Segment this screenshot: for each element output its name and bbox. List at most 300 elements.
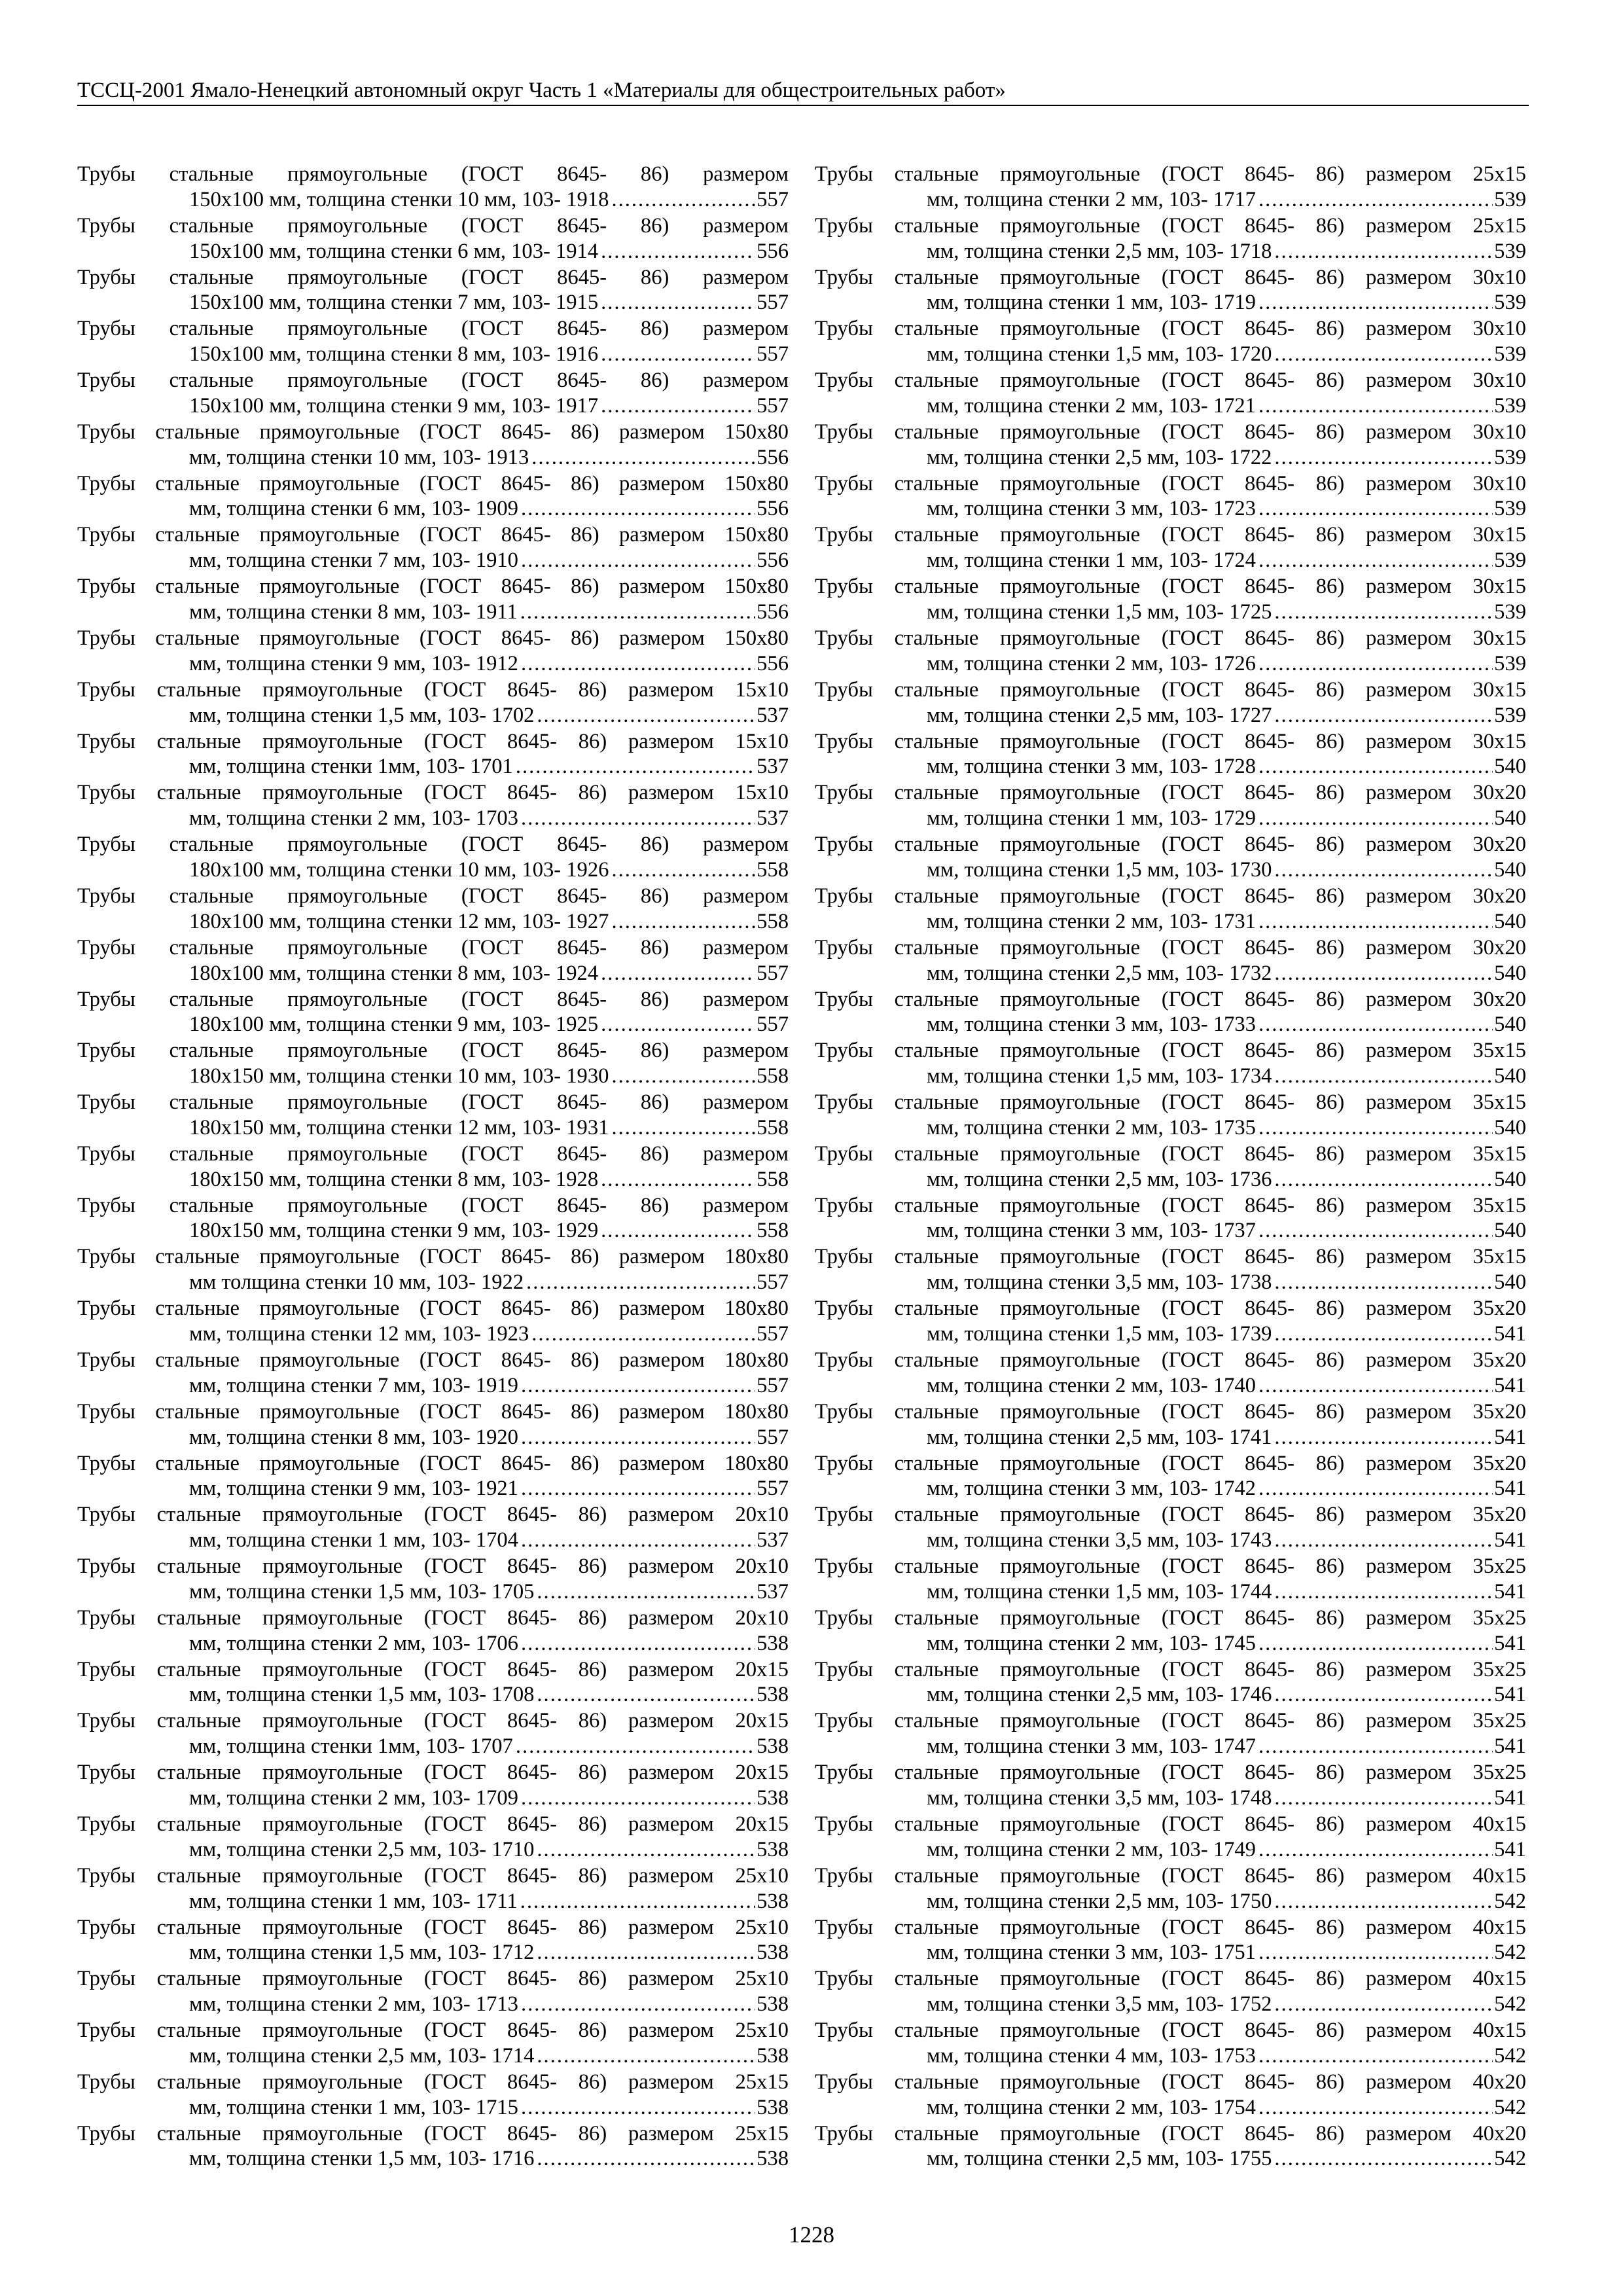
index-entry: [815, 1090, 1526, 1141]
index-entry: [815, 1554, 1526, 1605]
word: 8645-: [507, 1915, 558, 1939]
entry-detail-text: мм, толщина стенки 2,5 мм, 103- 1718: [927, 239, 1272, 263]
entry-detail-line: [815, 1734, 1526, 1759]
word: 86): [1315, 1399, 1345, 1424]
entry-title-line: [815, 1399, 1526, 1425]
index-entry: [77, 1966, 789, 2017]
word: 8645-: [557, 317, 607, 341]
word: 86): [578, 2018, 607, 2043]
word: (ГОСТ: [419, 1451, 482, 1475]
word: 8645-: [1245, 626, 1295, 651]
word: (ГОСТ: [1161, 833, 1224, 857]
word: (ГОСТ: [1161, 1967, 1224, 1991]
word: Трубы: [815, 781, 873, 805]
word: стальные: [156, 677, 241, 702]
word: 8645-: [501, 471, 551, 495]
entry-page-ref: 538: [757, 1992, 789, 2017]
entry-page-ref: 538: [757, 2095, 789, 2119]
word: 86): [640, 213, 669, 238]
word: 15х10: [735, 781, 789, 805]
entry-detail-line: [815, 1837, 1526, 1863]
word: прямоугольные: [287, 1039, 428, 1063]
word: прямоугольные: [1000, 935, 1141, 960]
word: 86): [1315, 1141, 1345, 1166]
entry-detail-line: [77, 2146, 789, 2172]
entry-title-line: [77, 1141, 789, 1167]
index-entry: [815, 2018, 1526, 2069]
word: размером: [1365, 935, 1452, 960]
entry-title-line: [815, 1760, 1526, 1785]
word: размером: [1365, 1709, 1452, 1733]
entry-detail-line: [815, 1321, 1526, 1347]
word: (ГОСТ: [461, 987, 524, 1011]
word: 25х10: [735, 1863, 789, 1888]
word: Трубы: [77, 575, 135, 599]
word: прямоугольные: [1000, 729, 1141, 753]
word: Трубы: [77, 1503, 135, 1527]
dot-leader: [1256, 1012, 1493, 1037]
dot-leader: [513, 754, 755, 780]
word: 86): [1315, 575, 1345, 599]
word: 8645-: [507, 2018, 558, 2043]
word: 86): [1315, 833, 1345, 857]
word: 8645-: [557, 884, 607, 908]
word: 86): [640, 1039, 669, 1063]
word: 8645-: [507, 1709, 558, 1733]
word: 86): [1315, 523, 1345, 547]
word: стальные: [894, 523, 979, 547]
word: Трубы: [77, 1451, 135, 1475]
entry-page-ref: 557: [757, 1270, 789, 1295]
word: прямоугольные: [1000, 162, 1141, 186]
entry-page-ref: 542: [1494, 1992, 1526, 2017]
word: 30х20: [1472, 935, 1526, 960]
word: Трубы: [815, 987, 873, 1011]
entry-detail-text: мм, толщина стенки 9 мм, 103- 1921: [189, 1477, 518, 1501]
dot-leader: [1256, 1940, 1493, 1965]
word: стальные: [894, 1039, 979, 1063]
word: Трубы: [77, 265, 135, 289]
entry-title-line: [77, 729, 789, 755]
word: размером: [703, 213, 789, 238]
word: 30х20: [1472, 781, 1526, 805]
entry-detail-line: [77, 187, 789, 213]
entry-detail-text: мм, толщина стенки 3 мм, 103- 1737: [927, 1219, 1256, 1243]
word: прямоугольные: [259, 1297, 400, 1321]
word: 8645-: [1245, 2121, 1295, 2145]
word: размером: [618, 575, 705, 599]
dot-leader: [1272, 600, 1493, 625]
dot-leader: [518, 496, 755, 522]
word: 8645-: [1245, 729, 1295, 753]
word: 20х15: [735, 1657, 789, 1681]
word: Трубы: [77, 1812, 135, 1836]
index-entry: [815, 574, 1526, 625]
word: прямоугольные: [262, 677, 403, 702]
entry-detail-text: мм толщина стенки 10 мм, 103- 1922: [189, 1270, 524, 1295]
word: 30х20: [1472, 987, 1526, 1011]
word: Трубы: [815, 1245, 873, 1269]
entry-page-ref: 557: [757, 1013, 789, 1037]
entry-title-line: [815, 1657, 1526, 1683]
entry-detail-text: мм, толщина стенки 1 мм, 103- 1724: [927, 548, 1256, 573]
word: Трубы: [815, 2018, 873, 2043]
word: 8645-: [1245, 1503, 1295, 1527]
word: Трубы: [77, 368, 135, 393]
word: (ГОСТ: [461, 368, 524, 393]
word: 8645-: [1245, 1245, 1295, 1269]
word: (ГОСТ: [1161, 1039, 1224, 1063]
index-entry: [77, 574, 789, 625]
word: (ГОСТ: [1161, 2070, 1224, 2094]
word: 86): [640, 265, 669, 289]
entry-title-line: [815, 1812, 1526, 1837]
word: 86): [578, 677, 607, 702]
entry-detail-text: мм, толщина стенки 1,5 мм, 103- 1739: [927, 1321, 1272, 1346]
entry-page-ref: 541: [1494, 1837, 1526, 1861]
word: (ГОСТ: [1161, 265, 1224, 289]
word: Трубы: [815, 2121, 873, 2145]
word: размером: [1365, 1141, 1452, 1166]
index-entry: [815, 1760, 1526, 1811]
word: 8645-: [557, 368, 607, 393]
index-entry: [77, 1090, 789, 1141]
word: 8645-: [501, 1245, 551, 1269]
entry-detail-line: [77, 2095, 789, 2121]
word: (ГОСТ: [423, 1967, 486, 1991]
entry-detail-line: [77, 1218, 789, 1244]
entry-title-line: [77, 2121, 789, 2147]
entry-detail-line: [815, 1425, 1526, 1450]
word: Трубы: [77, 1605, 135, 1630]
entry-title-line: [815, 626, 1526, 651]
word: 30х15: [1472, 729, 1526, 753]
entry-title-line: [815, 1451, 1526, 1477]
word: (ГОСТ: [419, 471, 482, 495]
entry-detail-text: мм, толщина стенки 3 мм, 103- 1728: [927, 755, 1256, 779]
entry-title-line: [815, 1296, 1526, 1321]
word: размером: [628, 1915, 714, 1939]
entry-title-line: [815, 162, 1526, 187]
word: Трубы: [815, 420, 873, 444]
word: стальные: [169, 1039, 254, 1063]
entry-detail-text: мм, толщина стенки 2 мм, 103- 1735: [927, 1115, 1256, 1139]
entry-page-ref: 540: [1494, 1270, 1526, 1295]
word: 8645-: [1245, 1297, 1295, 1321]
word: стальные: [155, 420, 240, 444]
entry-detail-text: мм, толщина стенки 1,5 мм, 103- 1744: [927, 1579, 1272, 1604]
word: (ГОСТ: [461, 162, 524, 186]
entry-detail-text: мм, толщина стенки 2,5 мм, 103- 1746: [927, 1683, 1272, 1707]
word: 86): [578, 1503, 607, 1527]
entry-page-ref: 539: [1494, 393, 1526, 418]
word: размером: [628, 2121, 714, 2145]
word: 8645-: [557, 1090, 607, 1115]
word: (ГОСТ: [1161, 213, 1224, 238]
dot-leader: [1272, 1682, 1493, 1708]
word: 86): [571, 1451, 599, 1475]
index-entry: [815, 2121, 1526, 2172]
word: (ГОСТ: [1161, 368, 1224, 393]
word: 86): [640, 1193, 669, 1217]
entry-detail-text: мм, толщина стенки 9 мм, 103- 1912: [189, 651, 518, 675]
entry-page-ref: 557: [757, 1373, 789, 1397]
word: 86): [1315, 1605, 1345, 1630]
word: 8645-: [1245, 1554, 1295, 1579]
word: прямоугольные: [259, 1399, 400, 1424]
word: стальные: [169, 935, 254, 960]
word: 86): [578, 2121, 607, 2145]
entry-detail-line: [77, 2043, 789, 2069]
entry-title-line: [815, 1915, 1526, 1941]
word: (ГОСТ: [1161, 1399, 1224, 1424]
word: прямоугольные: [1000, 1193, 1141, 1217]
word: 86): [1315, 781, 1345, 805]
word: (ГОСТ: [423, 729, 486, 753]
word: стальные: [894, 1399, 979, 1424]
word: 30х10: [1472, 471, 1526, 495]
word: 35х25: [1472, 1605, 1526, 1630]
word: Трубы: [77, 213, 135, 238]
word: стальные: [894, 317, 979, 341]
entry-page-ref: 539: [1494, 651, 1526, 675]
entry-detail-text: мм, толщина стенки 1,5 мм, 103- 1702: [189, 703, 535, 727]
word: Трубы: [77, 1039, 135, 1063]
word: 8645-: [507, 1605, 558, 1630]
word: 8645-: [1245, 1090, 1295, 1115]
word: (ГОСТ: [1161, 729, 1224, 753]
entry-page-ref: 541: [1494, 1373, 1526, 1397]
index-entry: [815, 1502, 1526, 1553]
word: Трубы: [77, 935, 135, 960]
word: прямоугольные: [1000, 833, 1141, 857]
dot-leader: [534, 703, 755, 728]
entry-page-ref: 558: [757, 1115, 789, 1139]
word: 8645-: [1245, 162, 1295, 186]
word: 35х25: [1472, 1709, 1526, 1733]
word: (ГОСТ: [1161, 677, 1224, 702]
word: размером: [628, 781, 714, 805]
word: 30х15: [1472, 677, 1526, 702]
word: 8645-: [1245, 1812, 1295, 1836]
entry-page-ref: 557: [757, 1477, 789, 1501]
entry-detail-text: 150х100 мм, толщина стенки 7 мм, 103- 1915: [189, 291, 599, 315]
word: (ГОСТ: [1161, 162, 1224, 186]
word: размером: [618, 523, 705, 547]
word: размером: [703, 317, 789, 341]
word: 86): [1315, 420, 1345, 444]
entry-title-line: [815, 522, 1526, 548]
index-entry: [815, 1657, 1526, 1708]
index-entry: [77, 1605, 789, 1657]
word: 86): [578, 781, 607, 805]
word: (ГОСТ: [423, 781, 486, 805]
entry-detail-line: [77, 1270, 789, 1295]
entry-title-line: [77, 1760, 789, 1785]
word: 8645-: [1245, 1605, 1295, 1630]
entry-detail-line: [815, 290, 1526, 315]
word: 8645-: [1245, 420, 1295, 444]
entry-title-line: [815, 1193, 1526, 1219]
word: размером: [1365, 368, 1452, 393]
entry-detail-line: [815, 961, 1526, 986]
index-entry: [77, 1502, 789, 1553]
word: размером: [628, 1605, 714, 1630]
word: (ГОСТ: [1161, 1141, 1224, 1166]
word: 8645-: [1245, 2018, 1295, 2043]
dot-leader: [1272, 1889, 1493, 1914]
word: 86): [1315, 2121, 1345, 2145]
entry-detail-text: мм, толщина стенки 3,5 мм, 103- 1748: [927, 1786, 1272, 1810]
word: размером: [628, 1657, 714, 1681]
entry-title-line: [815, 1141, 1526, 1167]
word: размером: [1365, 1605, 1452, 1630]
word: прямоугольные: [1000, 2070, 1141, 2094]
entry-page-ref: 557: [757, 187, 789, 211]
word: 8645-: [1245, 471, 1295, 495]
word: 86): [578, 729, 607, 753]
entry-detail-text: мм, толщина стенки 3,5 мм, 103- 1752: [927, 1992, 1272, 2017]
word: (ГОСТ: [461, 1090, 524, 1115]
word: размером: [628, 2018, 714, 2043]
word: 86): [1315, 213, 1345, 238]
entry-page-ref: 540: [1494, 806, 1526, 831]
dot-leader: [1256, 1373, 1493, 1399]
entry-detail-text: мм, толщина стенки 8 мм, 103- 1911: [189, 600, 518, 624]
word: 86): [1315, 1967, 1345, 1991]
word: прямоугольные: [1000, 368, 1141, 393]
word: Трубы: [815, 2070, 873, 2094]
entry-detail-line: [77, 1682, 789, 1708]
entry-title-line: [77, 316, 789, 342]
entry-title-line: [815, 471, 1526, 497]
entry-detail-text: мм, толщина стенки 6 мм, 103- 1909: [189, 497, 518, 521]
word: прямоугольные: [259, 1245, 400, 1269]
word: стальные: [156, 781, 241, 805]
word: стальные: [155, 1297, 240, 1321]
dot-leader: [518, 600, 755, 625]
word: прямоугольные: [262, 2121, 403, 2145]
word: прямоугольные: [1000, 987, 1141, 1011]
word: 86): [1315, 1709, 1345, 1733]
word: 30х10: [1472, 265, 1526, 289]
word: размером: [1365, 1348, 1452, 1372]
word: размером: [1365, 317, 1452, 341]
word: стальные: [155, 471, 240, 495]
dot-leader: [598, 1012, 755, 1037]
word: размером: [1365, 1554, 1452, 1579]
entry-title-line: [815, 265, 1526, 291]
word: стальные: [894, 2121, 979, 2145]
entry-page-ref: 539: [1494, 342, 1526, 367]
word: (ГОСТ: [461, 265, 524, 289]
word: стальные: [894, 1761, 979, 1785]
word: прямоугольные: [259, 1348, 400, 1372]
entry-title-line: [77, 780, 789, 806]
word: Трубы: [815, 1709, 873, 1733]
word: Трубы: [815, 213, 873, 238]
word: 30х20: [1472, 833, 1526, 857]
word: 86): [1315, 2070, 1345, 2094]
entry-page-ref: 541: [1494, 1734, 1526, 1759]
word: 86): [640, 1090, 669, 1115]
word: 8645-: [1245, 1915, 1295, 1939]
word: стальные: [156, 1657, 241, 1681]
entry-page-ref: 538: [757, 1631, 789, 1655]
entry-detail-line: [815, 703, 1526, 728]
entry-title-line: [815, 1863, 1526, 1889]
word: 25х15: [735, 2121, 789, 2145]
word: (ГОСТ: [1161, 1297, 1224, 1321]
dot-leader: [1272, 445, 1493, 471]
word: размером: [703, 1090, 789, 1115]
word: 8645-: [507, 2070, 558, 2094]
entry-detail-line: [77, 342, 789, 367]
word: стальные: [156, 1554, 241, 1579]
entry-title-line: [77, 1915, 789, 1941]
word: размером: [703, 935, 789, 960]
index-entry: [815, 368, 1526, 419]
dot-leader: [518, 1631, 755, 1657]
word: 20х10: [735, 1605, 789, 1630]
word: размером: [618, 1297, 705, 1321]
entry-detail-line: [77, 1889, 789, 1914]
entry-page-ref: 538: [757, 1786, 789, 1810]
word: 40х15: [1472, 1915, 1526, 1939]
word: 86): [1315, 471, 1345, 495]
word: прямоугольные: [1000, 317, 1141, 341]
word: размером: [1365, 1761, 1452, 1785]
index-entry: [77, 2018, 789, 2069]
dot-leader: [518, 1425, 755, 1450]
word: прямоугольные: [262, 1915, 403, 1939]
index-entry: [815, 626, 1526, 677]
index-entry: [815, 884, 1526, 935]
word: 8645-: [1245, 1141, 1295, 1166]
entry-title-line: [77, 1554, 789, 1579]
word: 15х10: [735, 677, 789, 702]
word: 8645-: [507, 1503, 558, 1527]
word: 86): [640, 162, 669, 186]
word: 30х15: [1472, 523, 1526, 547]
entry-page-ref: 537: [757, 1579, 789, 1604]
entry-detail-text: мм, толщина стенки 1 мм, 103- 1719: [927, 291, 1256, 315]
word: (ГОСТ: [1161, 1709, 1224, 1733]
word: 86): [640, 987, 669, 1011]
entry-page-ref: 541: [1494, 1683, 1526, 1707]
entry-detail-line: [77, 1631, 789, 1657]
entry-title-line: [815, 780, 1526, 806]
entry-detail-line: [77, 961, 789, 986]
entry-page-ref: 557: [757, 961, 789, 985]
dot-leader: [1256, 651, 1493, 677]
entry-detail-line: [815, 187, 1526, 213]
word: 86): [1315, 265, 1345, 289]
entry-page-ref: 558: [757, 909, 789, 933]
index-entry: [815, 316, 1526, 367]
word: прямоугольные: [259, 420, 400, 444]
entry-page-ref: 556: [757, 445, 789, 469]
entry-detail-line: [815, 600, 1526, 625]
word: 35х20: [1472, 1503, 1526, 1527]
word: Трубы: [815, 1193, 873, 1217]
word: 8645-: [1245, 317, 1295, 341]
word: стальные: [894, 1297, 979, 1321]
dot-leader: [518, 1785, 755, 1811]
dot-leader: [609, 857, 755, 883]
word: 86): [1315, 1451, 1345, 1475]
entry-detail-text: мм, толщина стенки 3 мм, 103- 1723: [927, 497, 1256, 521]
